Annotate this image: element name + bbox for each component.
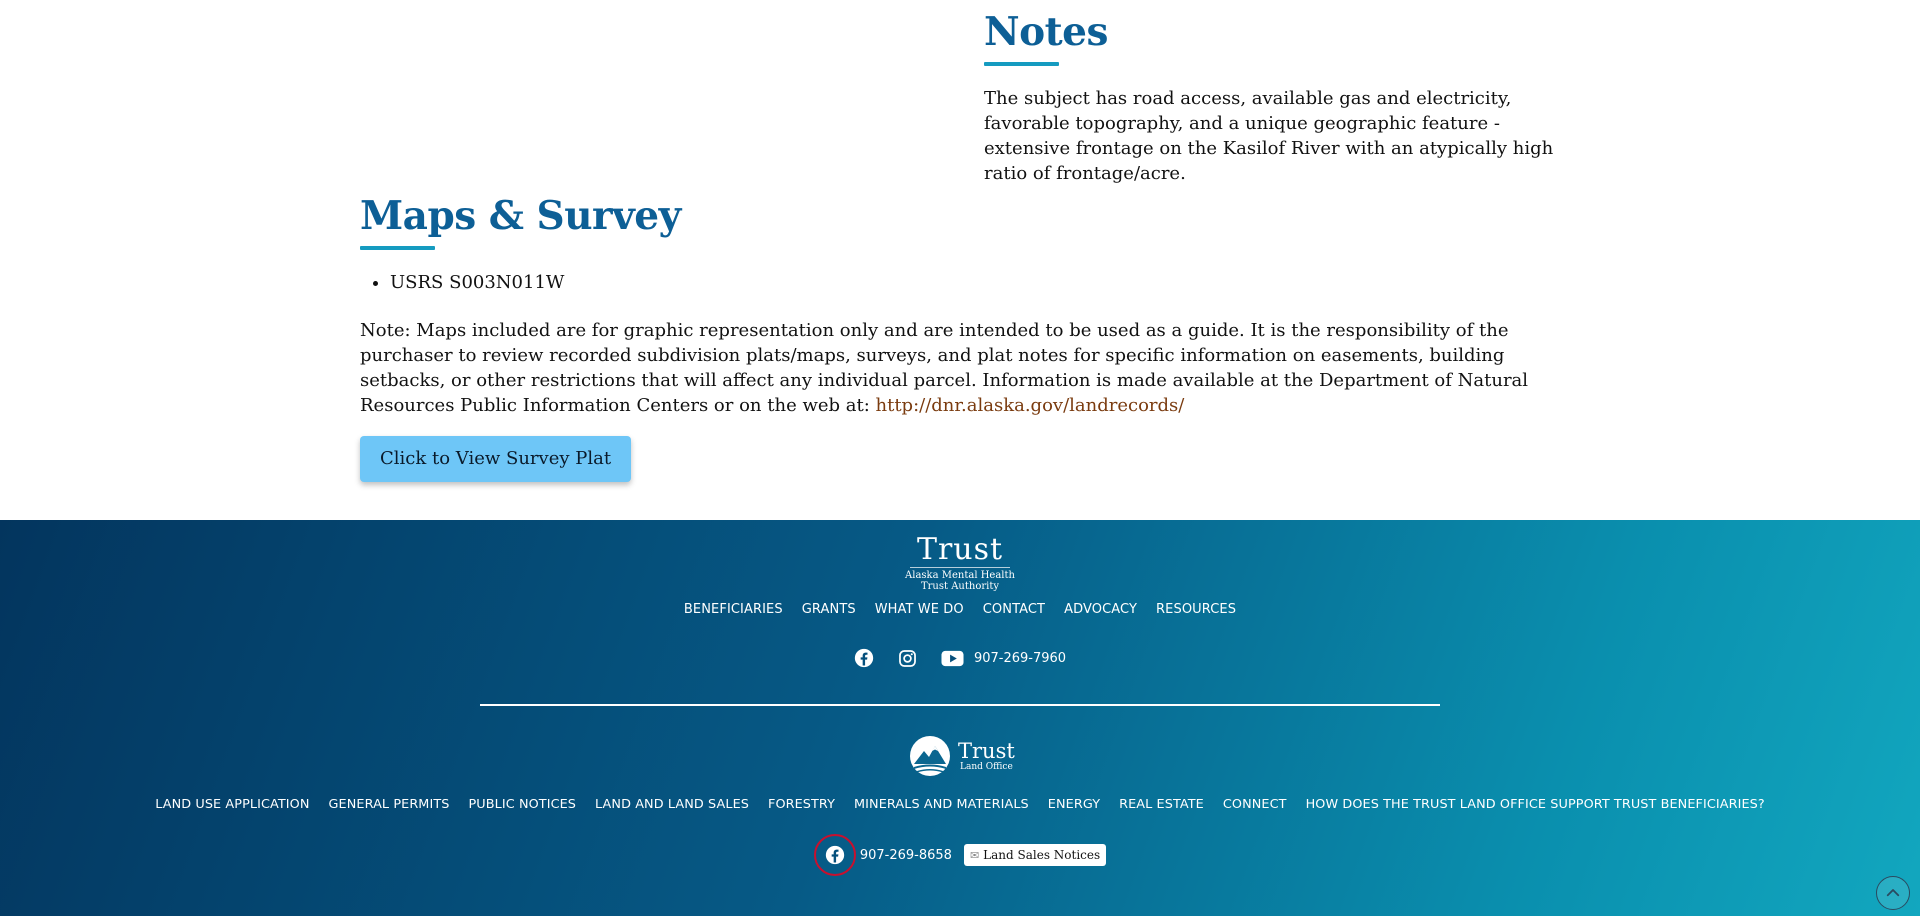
facebook-icon[interactable] xyxy=(825,845,845,865)
youtube-icon[interactable] xyxy=(941,650,964,667)
social-links-primary xyxy=(0,648,1920,668)
trust-land-office-text xyxy=(958,740,1015,772)
site-footer xyxy=(0,520,1920,916)
footer-phone-land-office[interactable]: 907-269-8658 xyxy=(859,847,952,863)
nav-grants[interactable]: GRANTS xyxy=(801,602,856,617)
footer-divider xyxy=(480,704,1440,706)
envelope-icon: ✉ xyxy=(969,848,980,862)
social-links-land-office xyxy=(0,834,1920,876)
nav-beneficiaries[interactable]: BENEFICIARIES xyxy=(683,602,783,617)
footer-nav-land-office xyxy=(0,797,1920,812)
landrecords-link[interactable]: http://dnr.alaska.gov/landrecords/ xyxy=(875,395,1185,416)
footer-phone-primary[interactable]: 907-269-7960 xyxy=(973,650,1067,666)
notes-section xyxy=(984,8,1564,186)
maps-disclaimer xyxy=(360,318,1560,418)
nav-resources[interactable]: RESOURCES xyxy=(1156,602,1237,617)
nav-land-use-application[interactable]: LAND USE APPLICATION xyxy=(155,797,310,812)
logo-title: Trust xyxy=(916,532,1004,567)
instagram-icon[interactable] xyxy=(898,649,917,668)
nav-general-permits[interactable]: GENERAL PERMITS xyxy=(328,797,450,812)
survey-list xyxy=(360,270,1560,296)
maps-heading: Maps & Survey xyxy=(360,193,681,239)
logo-subtitle-2: Trust Authority xyxy=(920,581,999,592)
mental-health-trust-logo[interactable] xyxy=(0,534,1920,592)
maps-survey-section xyxy=(360,192,1560,482)
nav-public-notices[interactable]: PUBLIC NOTICES xyxy=(468,797,577,812)
nav-what-we-do[interactable]: WHAT WE DO xyxy=(874,602,964,617)
logo-rule xyxy=(910,567,1010,568)
nav-contact[interactable]: CONTACT xyxy=(982,602,1046,617)
nav-energy[interactable]: ENERGY xyxy=(1047,797,1101,812)
facebook-focus-ring[interactable] xyxy=(814,834,856,876)
land-sales-notices-button[interactable] xyxy=(964,844,1106,866)
scroll-top-icon xyxy=(1884,884,1902,902)
trust-land-office-logo[interactable] xyxy=(908,734,1018,778)
nav-land-and-land-sales[interactable]: LAND AND LAND SALES xyxy=(595,797,749,812)
land-sales-notices-label: Land Sales Notices xyxy=(983,848,1101,862)
nav-how-does-tlo-support[interactable]: HOW DOES THE TRUST LAND OFFICE SUPPORT TRUST BENEFICIARIES? xyxy=(1305,797,1765,812)
logo-subtitle-1: Alaska Mental Health xyxy=(905,570,1015,581)
survey-list-item: • USRS S003N011W xyxy=(390,270,1560,296)
nav-minerals-and-materials[interactable]: MINERALS AND MATERIALS xyxy=(854,797,1029,812)
maps-disclaimer-text: Note: Maps included are for graphic representation only and are intended to be used as a guide. It is the responsibility of the purchaser to review recorded subdivision plats/maps, surveys, and plat notes for specific information on easements, building setbacks, or other restrictions that will affect any individual parcel. Information is made available at the Department of Natural Resources Public Information Centers or on the web at: xyxy=(360,320,1529,416)
footer-nav-primary xyxy=(0,602,1920,617)
nav-forestry[interactable]: FORESTRY xyxy=(767,797,836,812)
view-survey-plat-button[interactable]: Click to View Survey Plat xyxy=(360,436,631,482)
nav-real-estate[interactable]: REAL ESTATE xyxy=(1119,797,1204,812)
facebook-icon[interactable] xyxy=(854,648,874,668)
notes-heading: Notes xyxy=(984,9,1108,55)
logo2-title: Trust xyxy=(958,739,1015,763)
logo2-subtitle: Land Office xyxy=(960,762,1013,772)
mountain-logo-icon xyxy=(908,734,952,778)
scroll-top-button[interactable] xyxy=(1876,876,1910,910)
nav-connect[interactable]: CONNECT xyxy=(1222,797,1287,812)
maps-heading-underline xyxy=(360,246,435,250)
notes-heading-underline xyxy=(984,62,1059,66)
notes-text: The subject has road access, available gas and electricity, favorable topography, and a unique geographic feature - extensive frontage on the Kasilof River with an atypically high ratio of frontage/acre. xyxy=(984,88,1554,184)
nav-advocacy[interactable]: ADVOCACY xyxy=(1064,602,1138,617)
